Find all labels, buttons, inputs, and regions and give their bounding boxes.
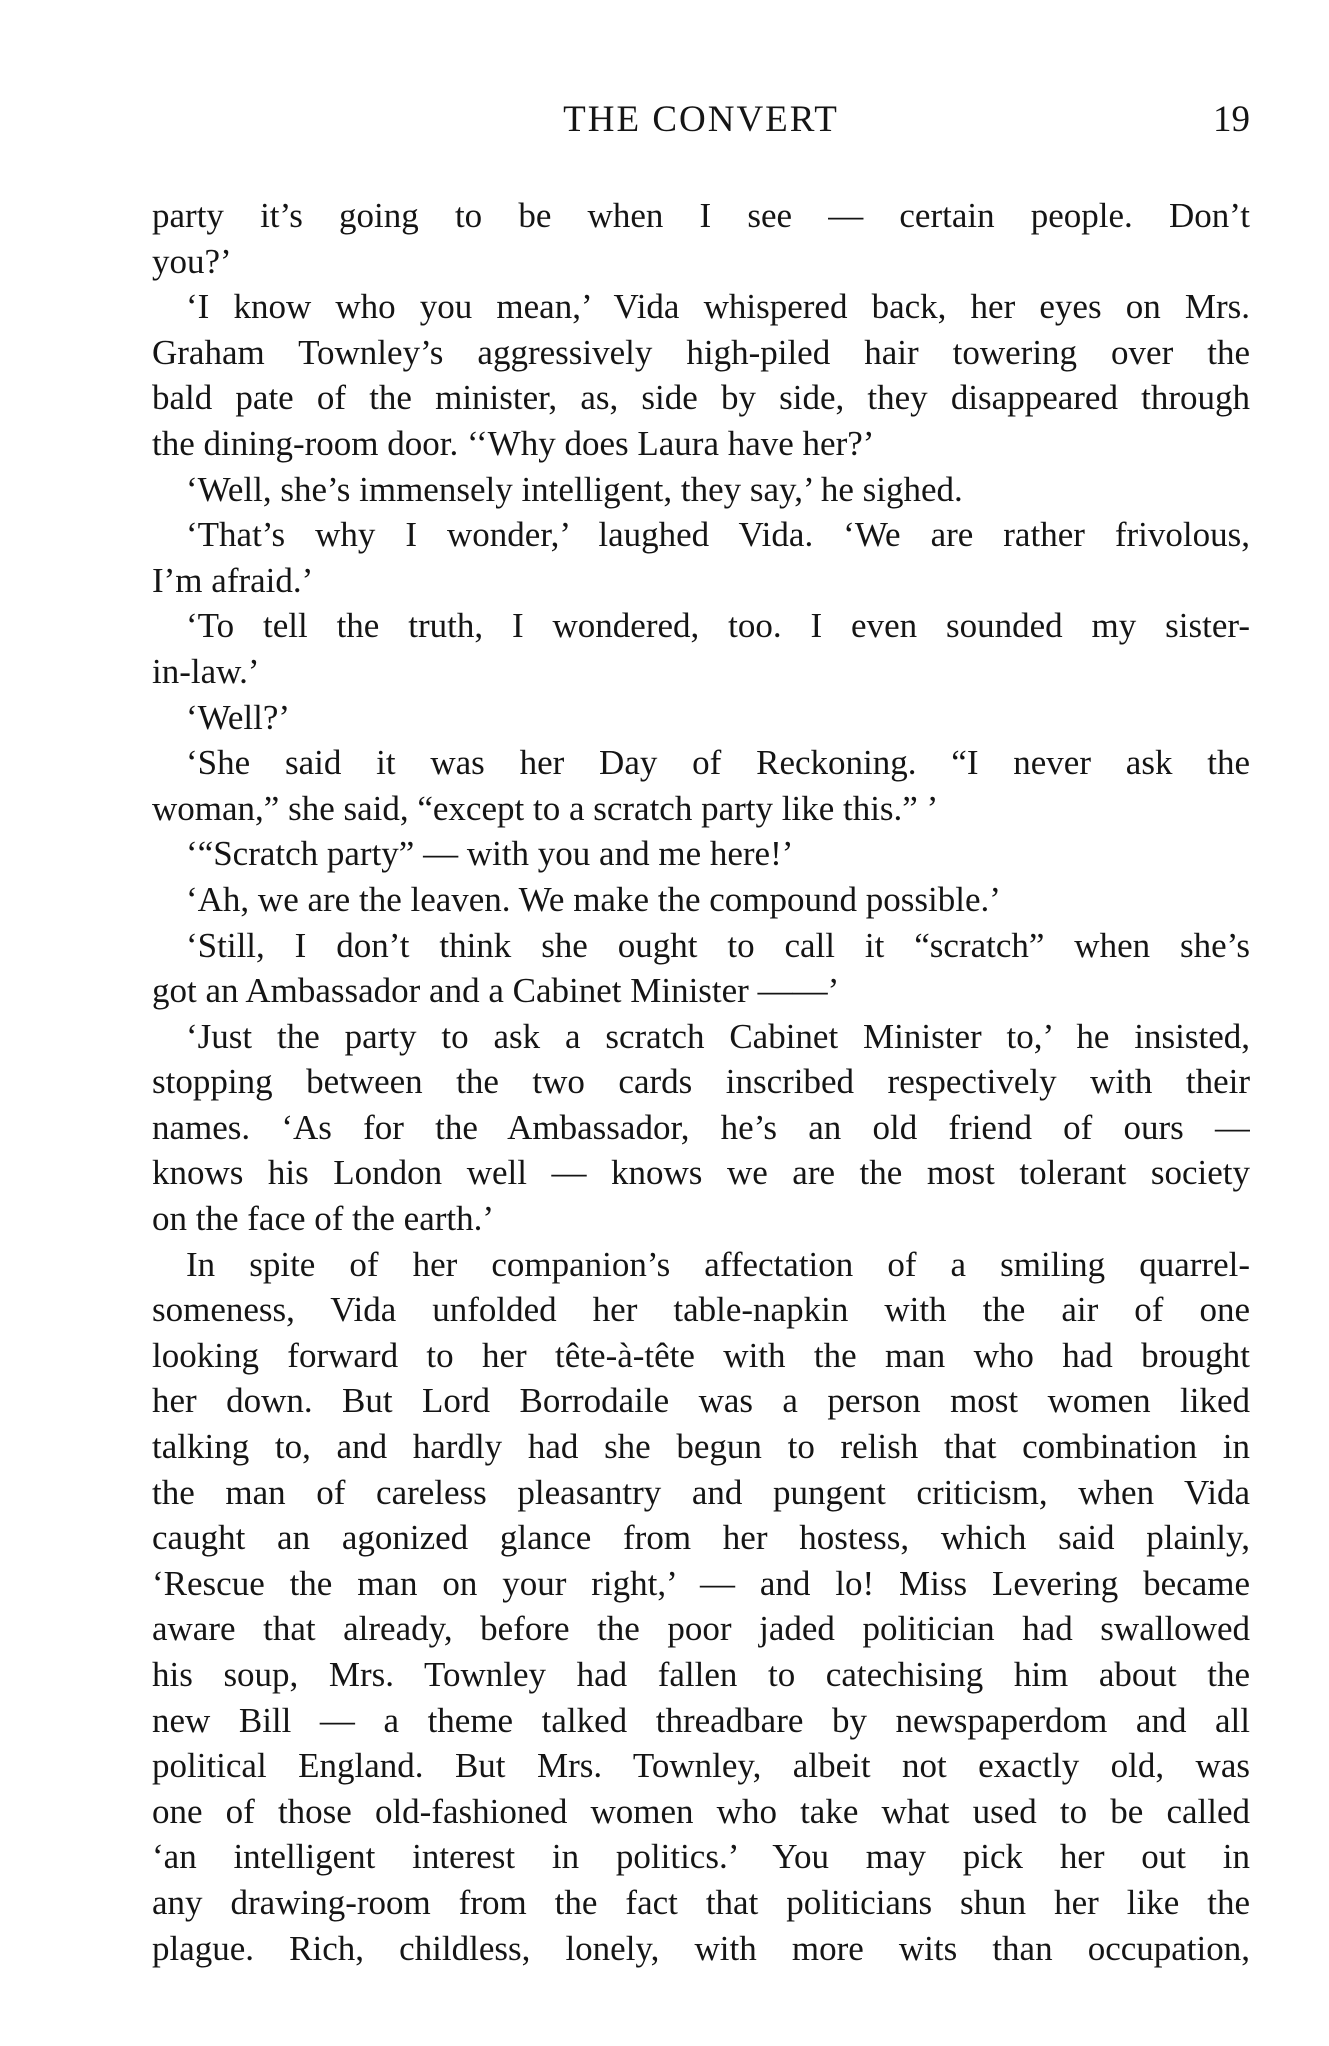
- text-line: ‘Ah, we are the leaven. We make the compound possible.’: [186, 879, 1001, 919]
- page-number: 19: [1213, 99, 1250, 140]
- text-line: his soup, Mrs. Townley had fallen to catechising him about the: [152, 1655, 1250, 1694]
- running-head-title: THE CONVERT: [563, 99, 839, 140]
- text-line: ‘Just the party to ask a scratch Cabinet Minister to,’ he insisted,: [186, 1016, 1250, 1056]
- text-line: ‘Still, I don’t think she ought to call it “scratch” when she’s: [186, 925, 1250, 965]
- text-line: Graham Townley’s aggressively high-piled hair towering over the: [152, 332, 1250, 372]
- text-line: ‘an intelligent interest in politics.’ You may pick her out in: [152, 1837, 1250, 1877]
- text-line: I’m afraid.’: [152, 560, 314, 600]
- text-line: ‘She said it was her Day of Reckoning. “I never ask the: [186, 743, 1250, 783]
- text-line: the dining-room door. ‘‘Why does Laura have her?’: [152, 423, 875, 463]
- text-line: party it’s going to be when I see — certain people. Don’t: [152, 196, 1250, 235]
- running-head: [152, 98, 1250, 142]
- text-line: plague. Rich, childless, lonely, with more wits than occupation,: [152, 1928, 1250, 1968]
- text-line: ‘That’s why I wonder,’ laughed Vida. ‘We are rather frivolous,: [186, 515, 1250, 555]
- text-line: got an Ambassador and a Cabinet Minister ——’: [152, 971, 840, 1011]
- text-line: new Bill — a theme talked threadbare by newspaperdom and all: [152, 1700, 1250, 1740]
- text-line: aware that already, before the poor jaded politician had swallowed: [152, 1609, 1250, 1649]
- body-text: [152, 193, 1250, 1971]
- text-line: stopping between the two cards inscribed respectively with their: [152, 1062, 1250, 1102]
- text-line: ‘I know who you mean,’ Vida whispered back, her eyes on Mrs.: [186, 287, 1250, 327]
- text-line: ‘Rescue the man on your right,’ — and lo! Miss Levering became: [152, 1563, 1250, 1603]
- text-line: any drawing-room from the fact that politicians shun her like the: [152, 1882, 1250, 1922]
- text-line: names. ‘As for the Ambassador, he’s an old friend of ours —: [152, 1107, 1250, 1147]
- text-line: woman,” she said, “except to a scratch party like this.” ’: [152, 788, 939, 828]
- text-line: her down. But Lord Borrodaile was a person most women liked: [152, 1381, 1250, 1421]
- text-line: you?’: [152, 241, 232, 281]
- text-line: political England. But Mrs. Townley, albeit not exactly old, was: [152, 1746, 1250, 1786]
- text-line: In spite of her companion’s affectation of a smiling quarrel-: [186, 1244, 1250, 1284]
- text-line: ‘Well, she’s immensely intelligent, they say,’ he sighed.: [186, 469, 963, 509]
- text-line: someness, Vida unfolded her table-napkin with the air of one: [152, 1290, 1250, 1330]
- text-line: knows his London well — knows we are the most tolerant society: [152, 1153, 1250, 1193]
- text-line: ‘Well?’: [186, 697, 291, 737]
- text-line: one of those old-fashioned women who take what used to be called: [152, 1791, 1250, 1831]
- text-line: ‘“Scratch party” — with you and me here!’: [186, 834, 794, 874]
- text-line: caught an agonized glance from her hostess, which said plainly,: [152, 1518, 1250, 1558]
- text-line: the man of careless pleasantry and pungent criticism, when Vida: [152, 1472, 1250, 1512]
- text-line: ‘To tell the truth, I wondered, too. I even sounded my sister-: [186, 606, 1250, 646]
- text-line: bald pate of the minister, as, side by side, they disappeared through: [152, 378, 1250, 418]
- text-line: in-law.’: [152, 651, 260, 691]
- text-line: talking to, and hardly had she begun to relish that combination in: [152, 1427, 1250, 1467]
- text-line: on the face of the earth.’: [152, 1199, 495, 1239]
- text-line: looking forward to her tête-à-tête with the man who had brought: [152, 1335, 1250, 1375]
